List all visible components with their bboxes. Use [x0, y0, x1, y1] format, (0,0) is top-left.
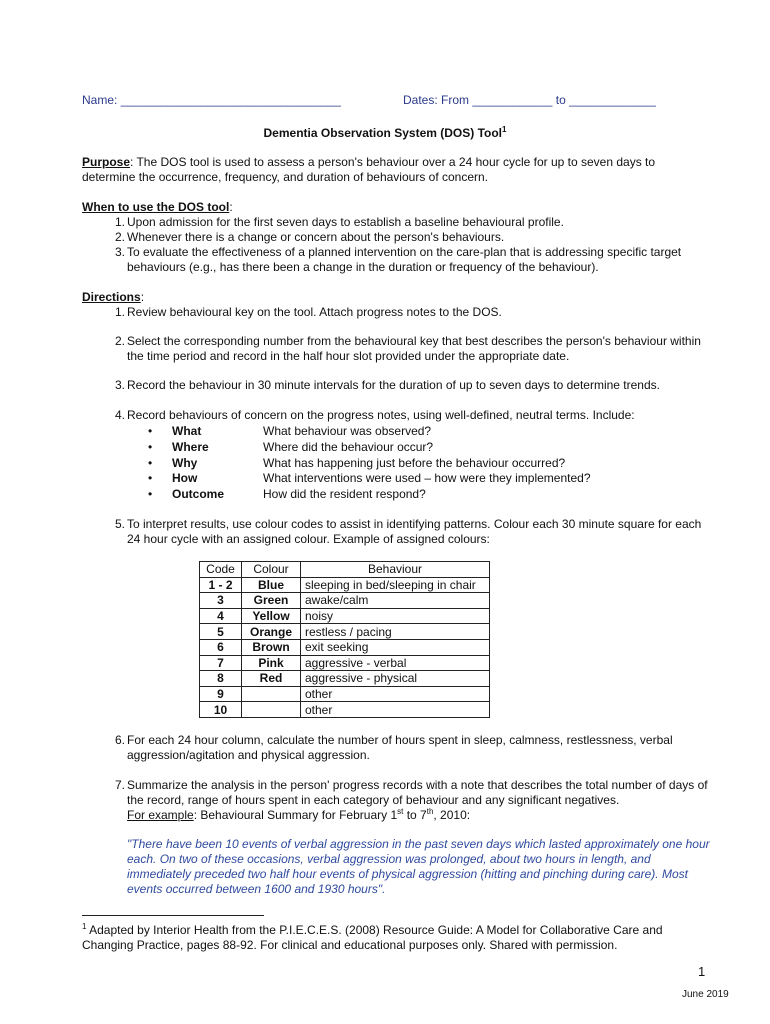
example-line: For example: Behavioural Summary for February 1st to 7th, 2010: — [127, 807, 471, 822]
colour-code-table — [199, 561, 490, 718]
table-row: 8 Red aggressive - physical — [200, 671, 490, 687]
purpose-label: Purpose — [82, 155, 131, 169]
footnote-text: Adapted by Interior Health from the P.I.E.C.E.S. (2008) Resource Guide: A Model for Collaborative Care and Changing Practice, pages 88-92. For clinical and educational purposes only. Shared with permission. — [82, 923, 663, 952]
table-row: 9 other — [200, 686, 490, 702]
page-number: 1 — [698, 964, 706, 979]
example-label: For example — [127, 808, 194, 822]
when-heading: When to use the DOS tool: — [82, 200, 233, 214]
page-title: Dementia Observation System (DOS) Tool$^1$ — [263, 125, 507, 140]
date-to-field[interactable]: _____________ — [569, 93, 656, 107]
footnote — [82, 923, 707, 953]
purpose-paragraph — [82, 155, 707, 185]
table-row: 1 - 2 Blue sleeping in bed/sleeping in chair — [200, 577, 490, 593]
table-row: 10 other — [200, 702, 490, 718]
dates-line — [403, 93, 656, 108]
table-row: 4 Yellow noisy — [200, 608, 490, 624]
to-label: to — [552, 93, 570, 107]
footnote-divider — [82, 915, 264, 916]
footnote-mark: 1 — [82, 922, 87, 931]
name-field[interactable]: _________________________________ — [120, 93, 341, 107]
table-row: 7 Pink aggressive - verbal — [200, 655, 490, 671]
table-row: 5 Orange restless / pacing — [200, 624, 490, 640]
header-behaviour: Behaviour — [301, 562, 490, 578]
table-header-row — [200, 562, 490, 578]
name-line — [82, 93, 341, 108]
dates-label: Dates: From — [403, 93, 473, 107]
directions-heading: Directions: — [82, 290, 145, 304]
date-from-field[interactable]: ____________ — [472, 93, 553, 107]
table-row: 3 Green awake/calm — [200, 593, 490, 609]
table-row: 6 Brown exit seeking — [200, 639, 490, 655]
purpose-text: : The DOS tool is used to assess a person's behaviour over a 24 hour cycle for up to seven days to determine the occurrence, frequency, and duration of behaviours of concern. — [82, 155, 656, 184]
footer-date: June 2019 — [682, 989, 729, 1000]
name-label: Name: — [82, 93, 121, 107]
header-colour: Colour — [242, 562, 301, 578]
header-code: Code — [200, 562, 242, 578]
example-quote: "There have been 10 events of verbal aggression in the past seven days which lasted approximately one hour each. On two of these occasions, verbal aggression was prolonged, about two hours in length, and immediately preceded two half hour events of physical aggression (hitting and pinching during care). Most events occurred between 1600 and 1930 hours". — [127, 837, 710, 896]
title-footnote-mark: 1 — [502, 125, 507, 134]
